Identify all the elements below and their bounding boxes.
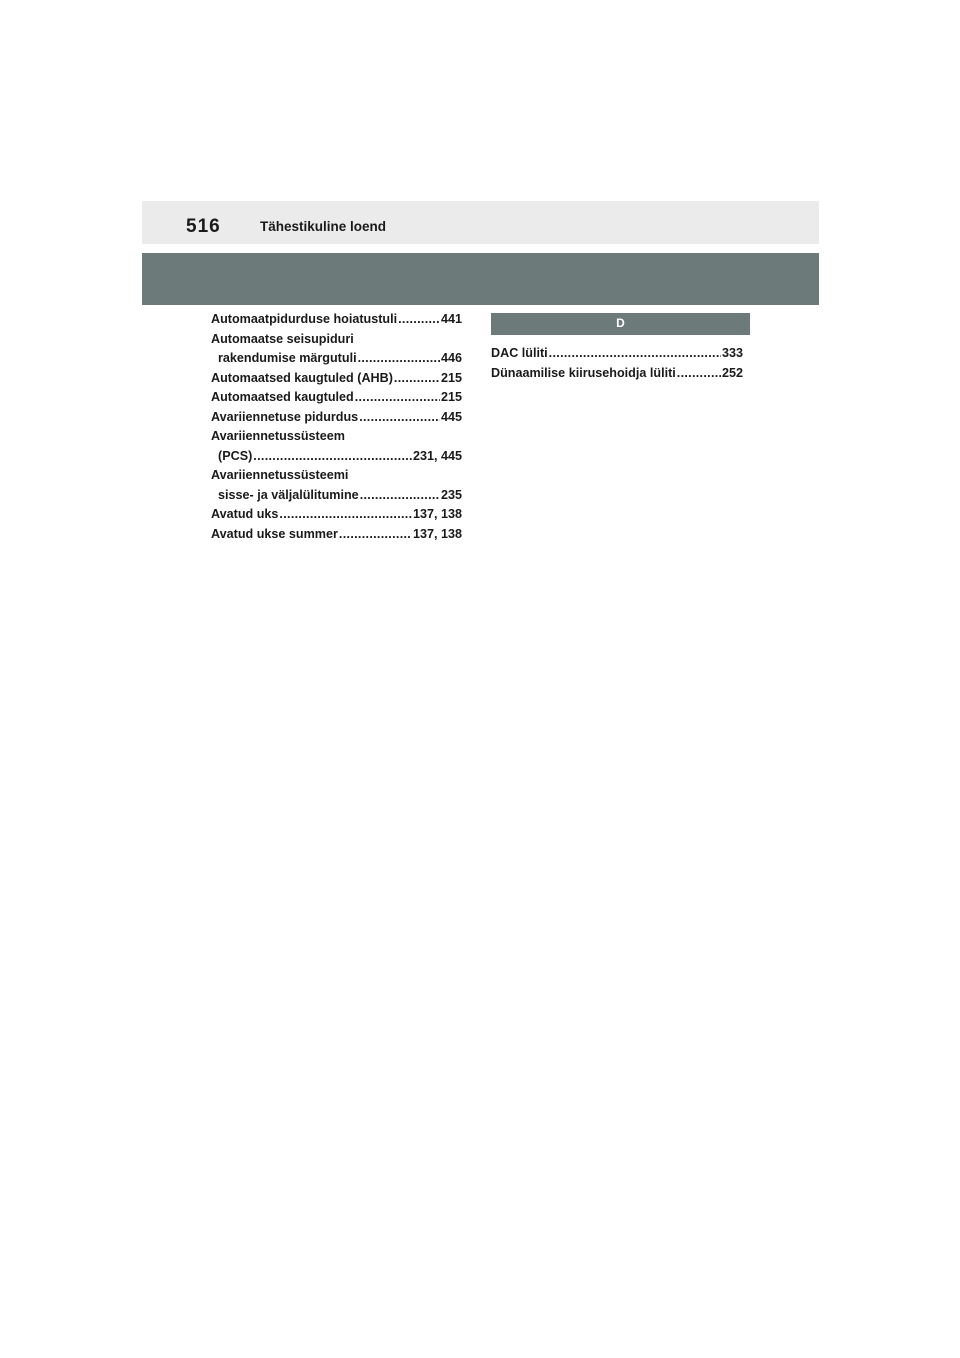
index-entry — [211, 349, 462, 369]
entry-text: (PCS) — [218, 448, 253, 463]
entry-heading: Automaatse seisupiduri — [211, 331, 354, 346]
entry-heading: Avariiennetussüsteem — [211, 429, 345, 443]
index-entry — [211, 408, 462, 428]
dot-leader — [339, 525, 412, 545]
entry-page: 333 — [721, 346, 743, 360]
dot-leader — [549, 344, 721, 364]
index-entry — [211, 505, 462, 525]
entry-page: 215 — [440, 390, 462, 404]
entry-text: Avariiennetuse pidurdus — [211, 409, 359, 424]
index-entry — [211, 447, 462, 467]
entry-page: 252 — [721, 365, 743, 380]
letter-section-header: D — [491, 313, 750, 335]
index-entry — [491, 344, 743, 364]
entry-page: 137, 138 — [412, 526, 462, 541]
index-column-left — [211, 310, 462, 544]
dot-leader — [360, 486, 440, 506]
index-entry — [211, 388, 462, 408]
page-number: 516 — [186, 216, 221, 237]
index-entry — [211, 486, 462, 506]
entry-page: 446 — [440, 351, 462, 365]
entry-text: Automaatpidurduse hoiatustuli — [211, 312, 398, 326]
entry-text: Avatud ukse summer — [211, 526, 338, 541]
header-dark-band — [142, 253, 819, 305]
index-column-right — [491, 313, 743, 383]
header-band — [142, 201, 819, 244]
entry-text: sisse- ja väljalülitumine — [218, 487, 359, 502]
index-entry — [211, 525, 462, 545]
entry-page: 441 — [440, 312, 462, 326]
dot-leader — [253, 447, 412, 467]
dot-leader — [359, 408, 440, 428]
index-entry — [211, 310, 462, 330]
entry-text: DAC lüliti — [491, 346, 548, 360]
dot-leader — [677, 364, 721, 384]
entry-heading: Avariiennetussüsteemi — [211, 468, 349, 482]
entry-text: rakendumise märgutuli — [218, 351, 357, 365]
dot-leader — [398, 310, 440, 330]
dot-leader — [279, 505, 412, 525]
section-title: Tähestikuline loend — [260, 219, 387, 234]
entry-text: Avatud uks — [211, 507, 279, 521]
index-entry — [211, 369, 462, 389]
entry-text: Dünaamilise kiirusehoidja lüliti — [491, 365, 676, 380]
entry-page: 215 — [440, 370, 462, 385]
entry-text: Automaatsed kaugtuled — [211, 390, 354, 404]
dot-leader — [358, 349, 440, 369]
dot-leader — [355, 388, 440, 408]
dot-leader — [394, 369, 440, 389]
entry-page: 231, 445 — [412, 448, 462, 463]
entry-text: Automaatsed kaugtuled (AHB) — [211, 370, 393, 385]
entry-page: 235 — [440, 487, 462, 502]
index-entry — [491, 364, 743, 384]
entry-page: 137, 138 — [412, 507, 462, 521]
entry-page: 445 — [440, 409, 462, 424]
